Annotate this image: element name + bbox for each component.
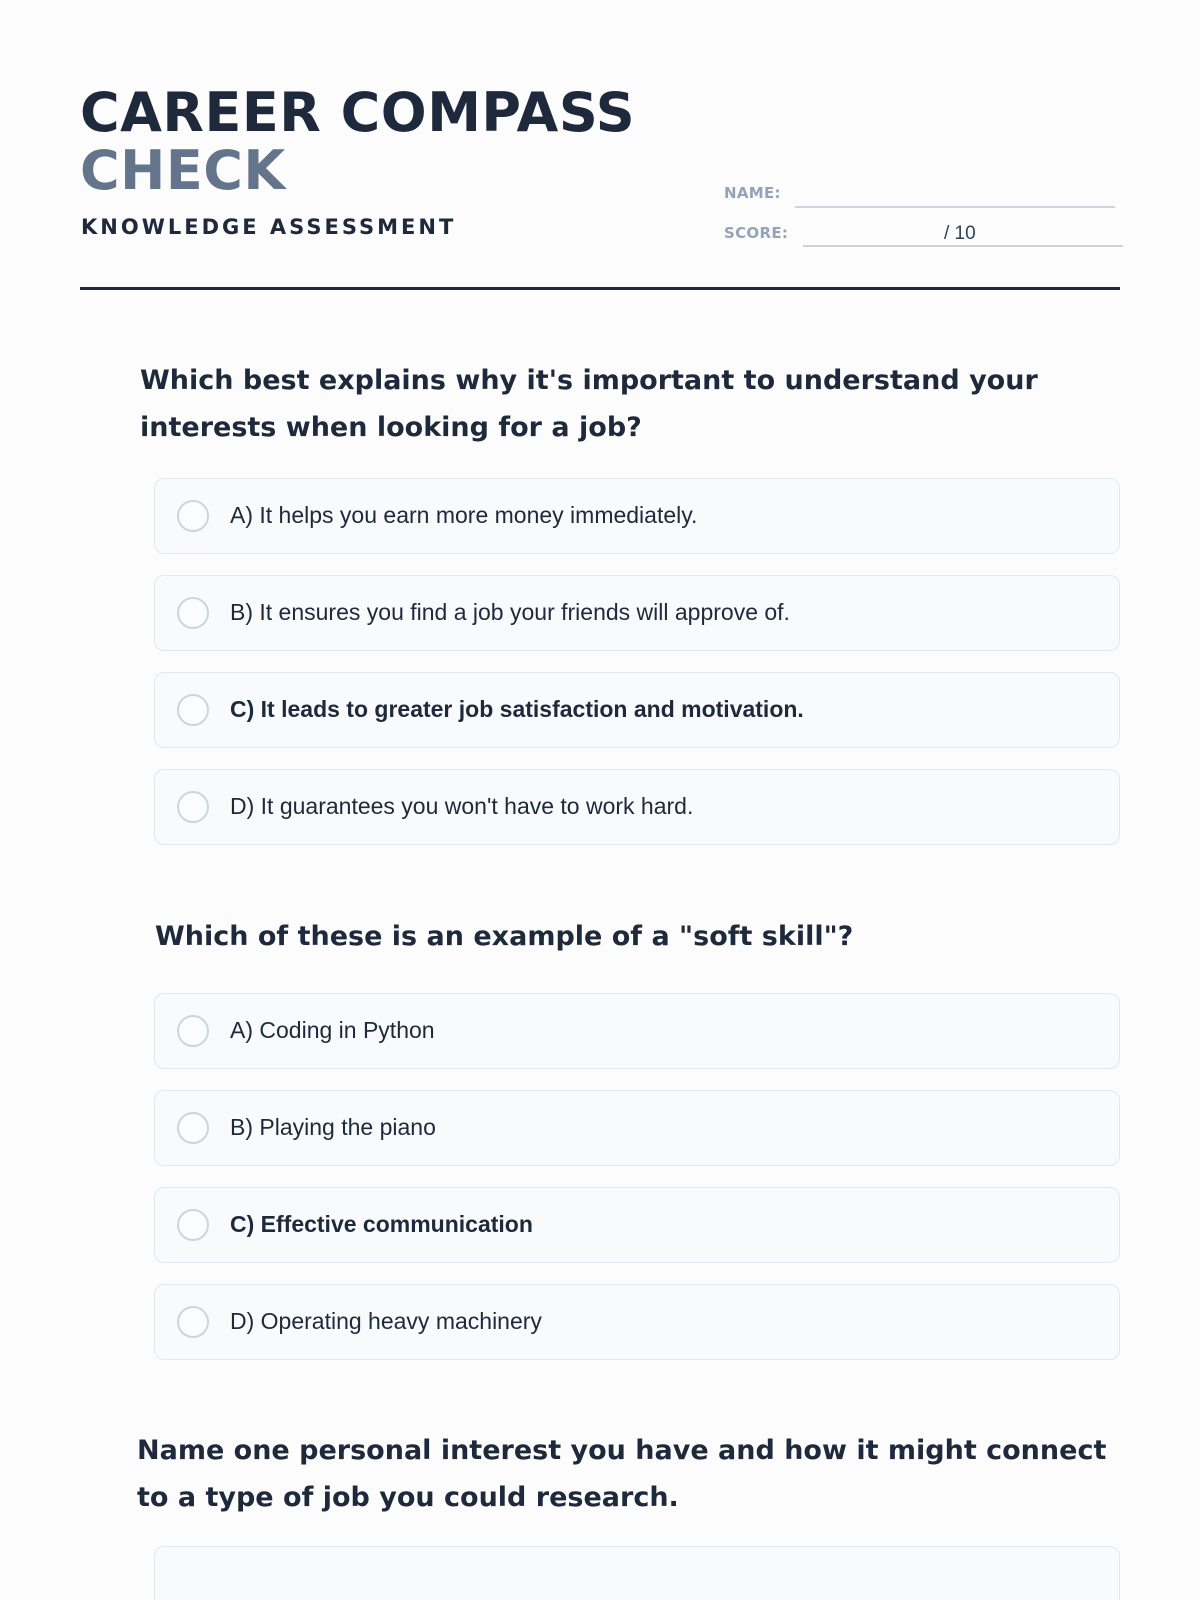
option-label: A) Coding in Python bbox=[230, 1017, 435, 1043]
option-label: C) It leads to greater job satisfaction and motivation. bbox=[230, 696, 804, 722]
q1-option-c[interactable] bbox=[154, 672, 1120, 748]
option-label: D) It guarantees you won't have to work hard. bbox=[230, 793, 694, 819]
title-line-1: CAREER COMPASS bbox=[80, 81, 636, 144]
name-label: NAME: bbox=[724, 184, 781, 202]
subtitle: KNOWLEDGE ASSESSMENT bbox=[81, 215, 457, 239]
score-label: SCORE: bbox=[724, 224, 789, 242]
q1-option-a[interactable] bbox=[154, 478, 1120, 554]
title-line-2: CHECK bbox=[80, 139, 286, 202]
question-1: Which best explains why it's important to understand your interests when looking for a job? bbox=[140, 365, 1038, 443]
q2-option-b[interactable] bbox=[154, 1090, 1120, 1166]
q1-option-b[interactable] bbox=[154, 575, 1120, 651]
option-label: D) Operating heavy machinery bbox=[230, 1308, 542, 1334]
option-label: C) Effective communication bbox=[230, 1211, 533, 1237]
q2-option-c[interactable] bbox=[154, 1187, 1120, 1263]
radio-button[interactable] bbox=[177, 1112, 209, 1144]
q2-option-a[interactable] bbox=[154, 993, 1120, 1069]
score-total: / 10 bbox=[944, 223, 976, 244]
question-3: Name one personal interest you have and how it might connect to a type of job you could research. bbox=[137, 1435, 1107, 1513]
radio-button[interactable] bbox=[177, 500, 209, 532]
question-2: Which of these is an example of a "soft skill"? bbox=[155, 921, 854, 952]
option-label: B) Playing the piano bbox=[230, 1114, 436, 1140]
radio-button[interactable] bbox=[177, 791, 209, 823]
option-label: B) It ensures you find a job your friends will approve of. bbox=[230, 599, 790, 625]
answer-textarea[interactable] bbox=[154, 1546, 1120, 1600]
q2-option-d[interactable] bbox=[154, 1284, 1120, 1360]
radio-button[interactable] bbox=[177, 1306, 209, 1338]
radio-button[interactable] bbox=[177, 597, 209, 629]
radio-button[interactable] bbox=[177, 694, 209, 726]
radio-button[interactable] bbox=[177, 1015, 209, 1047]
name-field[interactable] bbox=[795, 206, 1115, 208]
score-field[interactable] bbox=[803, 245, 1123, 247]
q1-option-d[interactable] bbox=[154, 769, 1120, 845]
header-divider bbox=[80, 287, 1120, 290]
radio-button[interactable] bbox=[177, 1209, 209, 1241]
option-label: A) It helps you earn more money immediately. bbox=[230, 502, 698, 528]
